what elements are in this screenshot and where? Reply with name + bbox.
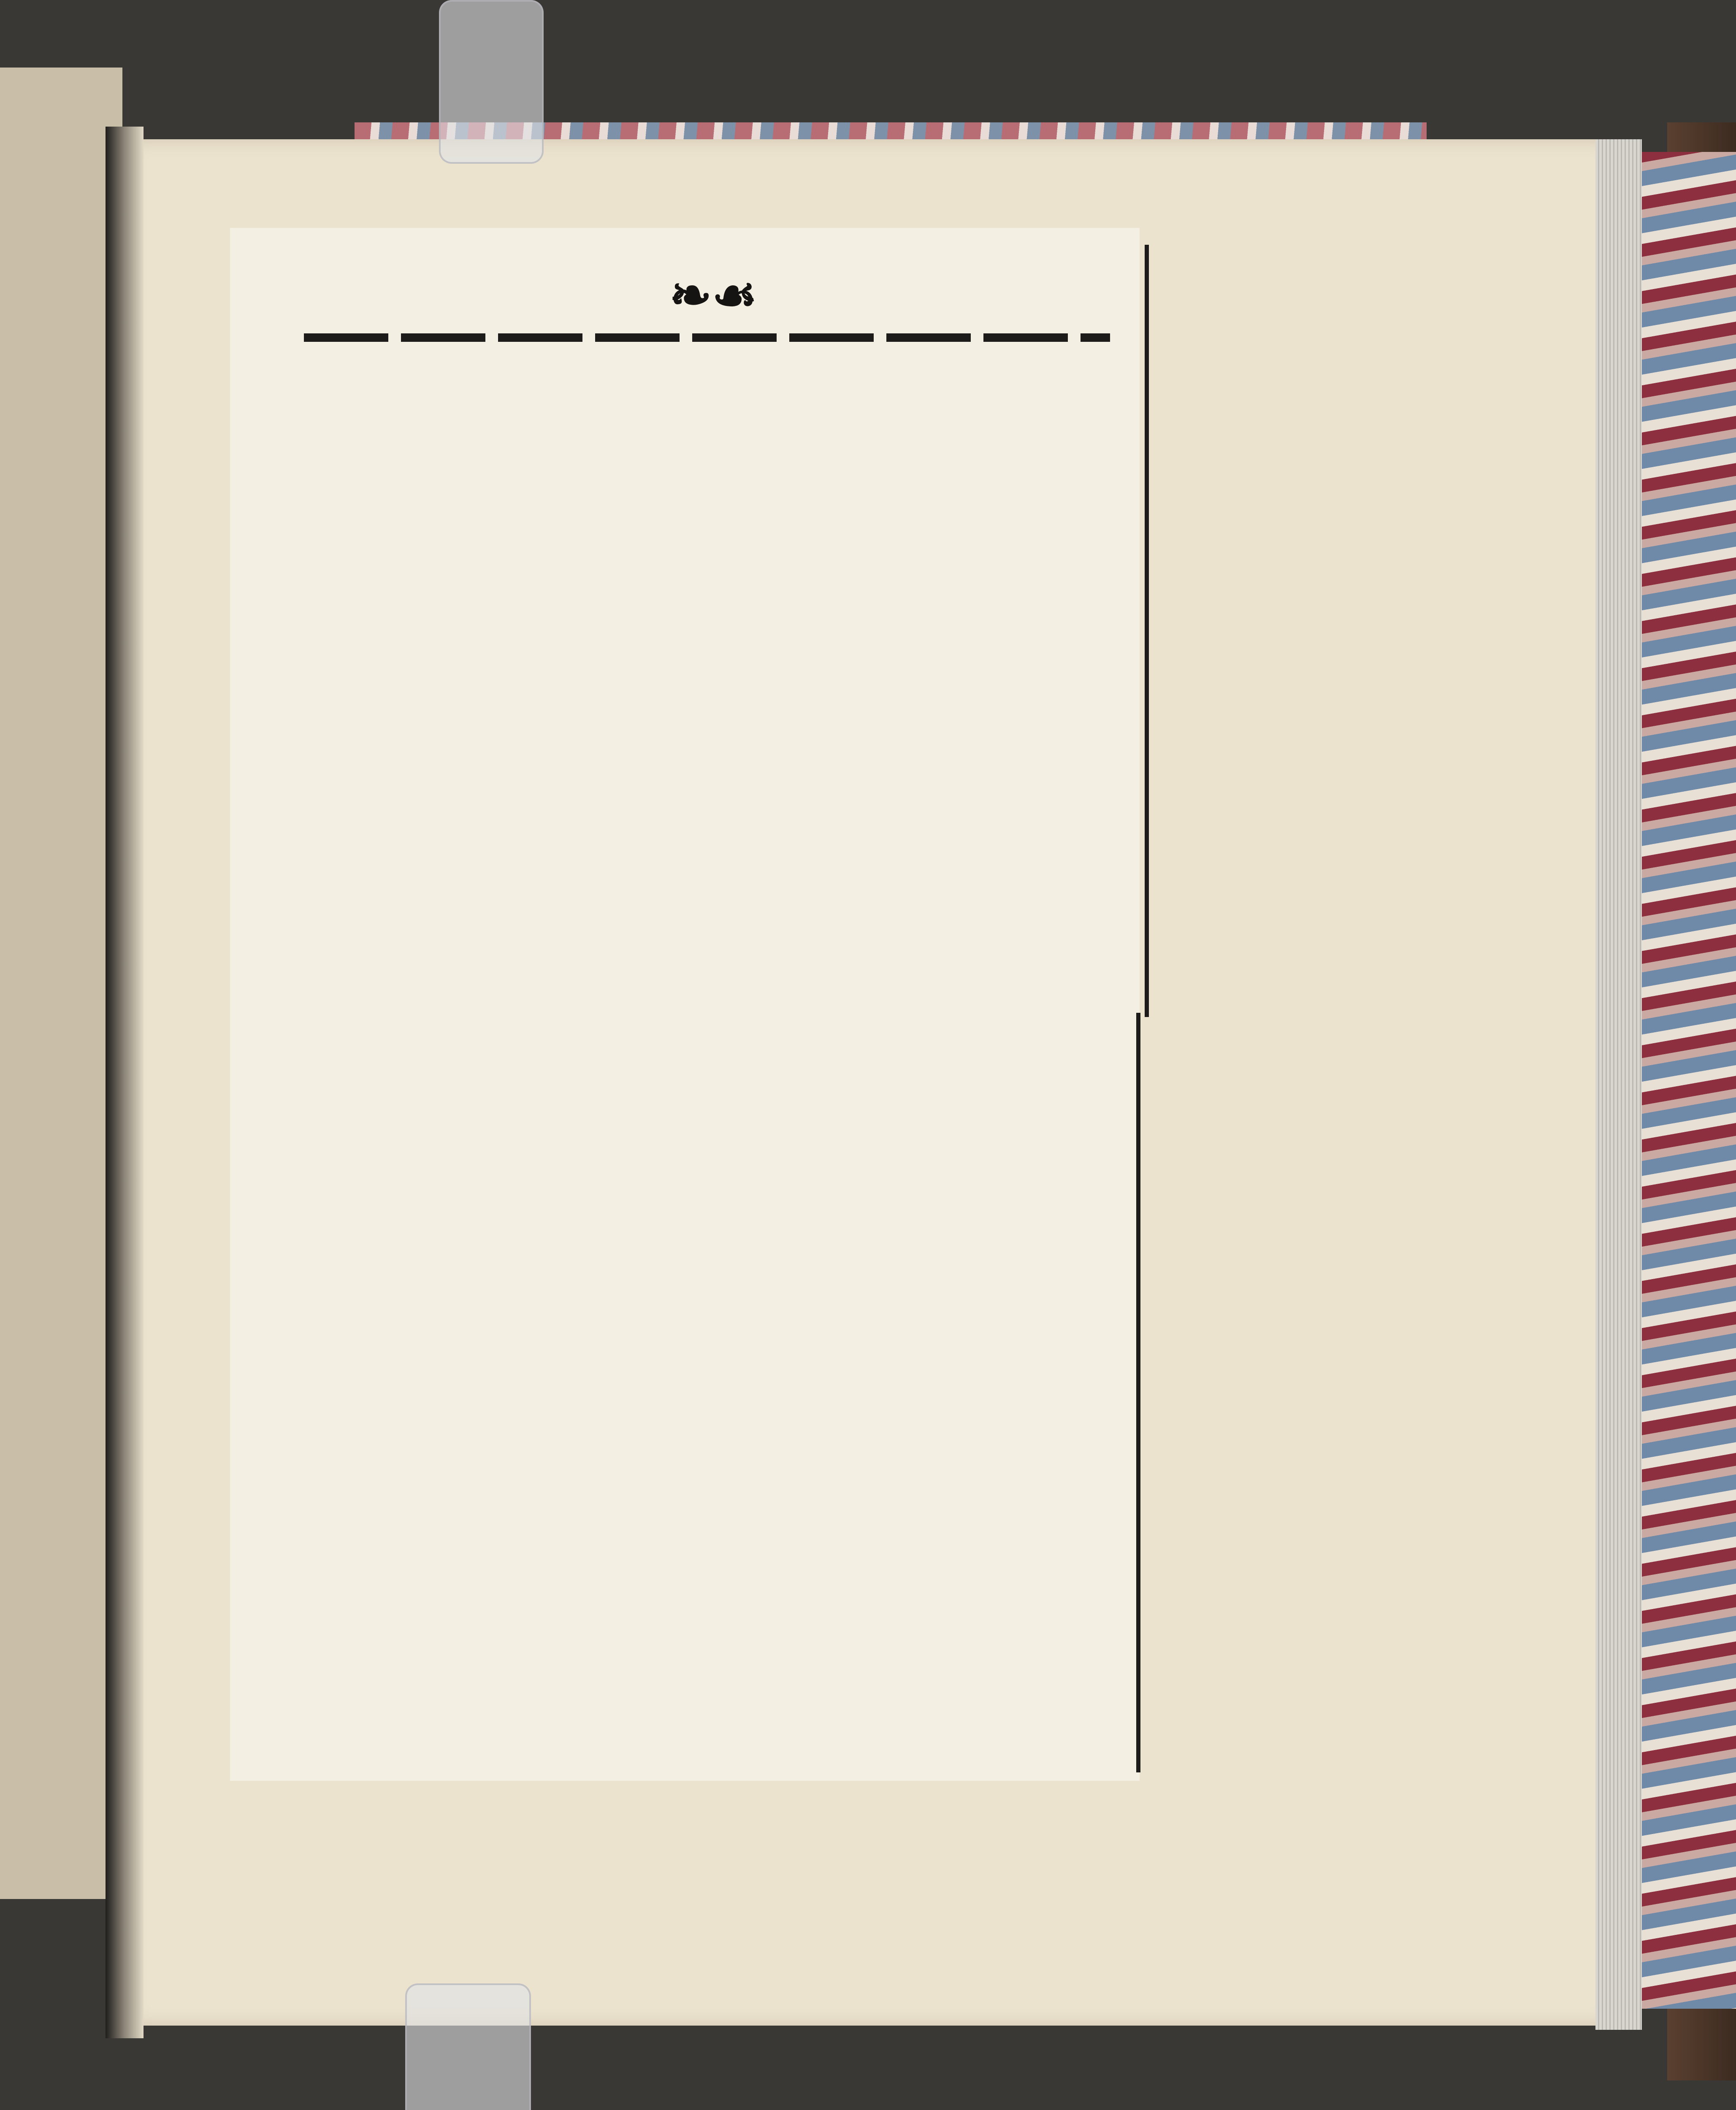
page-number-heading [595,253,831,338]
body-text [274,363,1135,1777]
column-rule-upper [1145,245,1149,1017]
book-clip-top [439,0,544,164]
column-rule-lower [1136,1013,1140,1772]
heading-rule [304,333,1110,342]
heading-left-ornament: ❧ [669,265,712,325]
heading-right-ornament: ☙ [712,265,758,325]
book-clip-bottom [405,1983,531,2110]
